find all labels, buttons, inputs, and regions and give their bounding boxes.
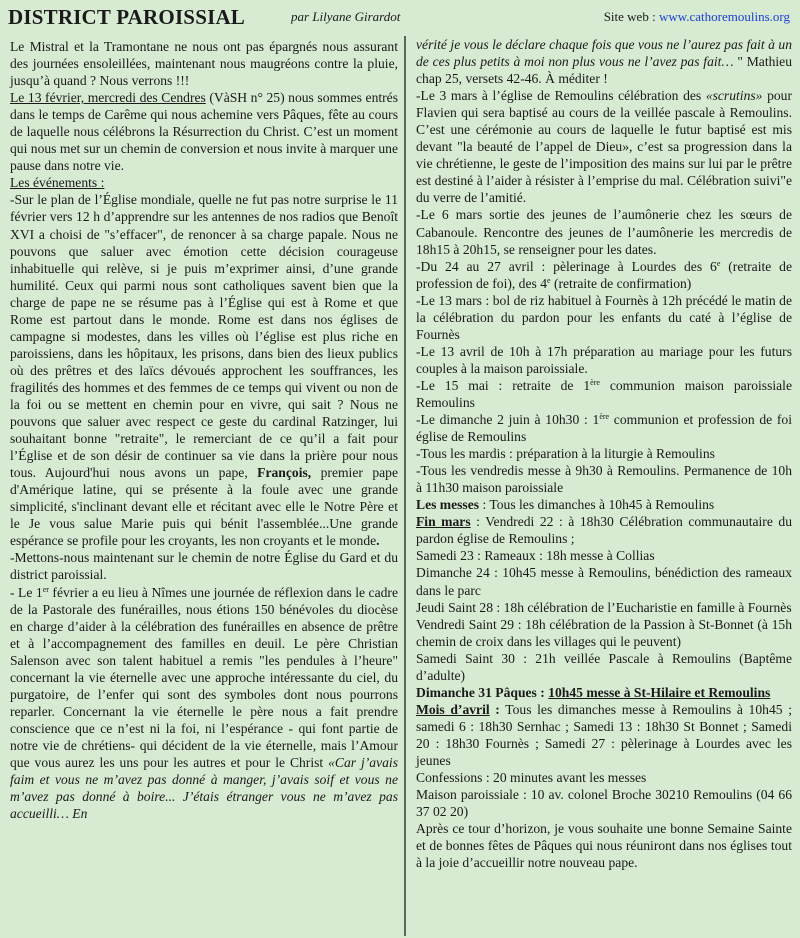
may-retreat-paragraph: -Le 15 mai : retraite de 1ère communion maison paroissiale Remoulins (416, 377, 792, 410)
article-columns (2, 36, 798, 936)
masses-heading: Les messes (416, 497, 480, 513)
website-link[interactable]: www.cathoremoulins.org (658, 9, 790, 24)
end-march-heading: Fin mars (416, 514, 471, 530)
ash-wednesday-heading: Le 13 février, mercredi des Cendres (10, 90, 206, 106)
confessions-line: Confessions : 20 minutes avant les messes (416, 770, 647, 786)
page-header (0, 0, 800, 34)
website-line (604, 9, 790, 25)
saturday-23-line: Samedi 23 : Rameaux : 18h messe à Collias (416, 548, 655, 564)
ash-wednesday-paragraph: Le 13 février, mercredi des Cendres (VàSH n° 25) nous sommes entrés dans le temps de Carême qui nous achemine vers Pâques, fête au cours de laquelle nous célébrons la Résurrection du Christ. C’est un moment qui nous met sur un chemin de conversion et nous invite à marquer une pause dans notre vie. (10, 90, 398, 174)
sunday-24-line: Dimanche 24 : 10h45 messe à Remoulins, bénédiction des rameaux dans le parc (416, 565, 792, 598)
parish-house-line: Maison paroissiale : 10 av. colonel Broche 30210 Remoulins (04 66 37 02 20) (416, 787, 792, 820)
tuesdays-line: -Tous les mardis : préparation à la liturgie à Remoulins (416, 446, 715, 462)
left-column (2, 36, 406, 936)
website-label: Site web : (603, 9, 656, 24)
end-march-line: Fin mars : Vendredi 22 : à 18h30 Célébration communautaire du pardon église de Remoulins ; (416, 514, 792, 547)
april-heading: Mois d’avril (416, 701, 490, 717)
closing-paragraph: Après ce tour d’horizon, je vous souhaite une bonne Semaine Sainte et de bonnes fêtes de Pâques qui nous réuniront dans nos églises tout à la joie d’accueillir notre nouveau pape. (416, 821, 792, 871)
easter-sunday-line: Dimanche 31 Pâques : 10h45 messe à St-Hilaire et Remoulins (416, 684, 771, 700)
author-byline: par Lilyane Girardot (291, 9, 401, 24)
gard-paragraph: -Mettons-nous maintenant sur le chemin de notre Église du Gard et du district paroissial. (10, 550, 398, 583)
funerals-paragraph: - Le 1er février a eu lieu à Nîmes une journée de réflexion dans le cadre de la Pastorale des funérailles, nous étions 150 bénévoles du diocèse en charge d’aider à la célébration des funérailles en absence de prêtre et à l’accompagnement des familles en deuil. Le père Christian Salenson avec son talent habituel a remis "les pendules à l’heure" concernant la vie éternelle avec une approche intéressante du ciel, du purgatoire, de l’enfer qui sont des symboles dont nous pourrons reparler. Concernant la vie éternelle le père nous a fait prendre conscience que ce n’est ni la foi, ni l’espérance - qui font partie de notre vie de chrétiens- qui décident de la vie éternelle, mais l’Amour que vous aurez les uns pour les autres et pour le Christ «Car j’avais faim et vous ne m’avez pas donné à manger, j’avais soif et vous ne m’avez pas donné à boire... J’étais étranger vous ne m’avez pas accueilli… En (10, 584, 398, 822)
pope-name: François, (257, 465, 312, 481)
good-friday-line: Vendredi Saint 29 : 18h célébration de la Passion à St-Bonnet (à 15h chemin de croix dans les villages qui le peuvent) (416, 616, 792, 649)
masses-line: Les messes : Tous les dimanches à 10h45 à Remoulins (416, 497, 715, 513)
pope-paragraph: -Sur le plan de l’Église mondiale, quelle ne fut pas notre surprise le 11 février vers 12 h d’apprendre sur les antennes de nos radios que Benoît XVI a choisi de "s’effacer", de renoncer à sa charge papale. Nous ne pouvons que saluer avec émotion cette décision courageuse inhabituelle qui relève, si je puis m’exprimer ainsi, d’une grande humilité. Ceux qui parmi nous sont catholiques savent bien que la charge de pape ne se résume pas à l’Église qui est à Rome et que Rome est partout dans le monde. Rome est dans nos églises de campagne si modestes, dans les villes où l’église est plus riche en paroissiens, dans les hôpitaux, les prisons, dans bien des lieux publics où des prêtres et des laïcs dévoués approchent les souffrances, les fragilités des hommes et des femmes de ce temps qui vivent ou non de la foi ou se mettent en chemin pour en vivre, qui sait ? Nous ne pouvons que saluer avec respect ce geste du cardinal Ratzinger, lui souhaitant bonne "retraite", le remerciant de ce qu’il a fait pour l’Église et de son désir de continuer sa vie dans la prière pour nous tous. Aujourd'hui nous avons un pape, François, premier pape d'Amérique latine, qui se présente à la foule avec une grande simplicité, s'inclinant devant elle et récitant avec elle le Notre Père et le Je vous salue Marie puis qui bénit l'assemblée...Une grande espérance se profile pour les croyants, les non croyants et le monde. (10, 192, 398, 549)
rice-bowl-paragraph: -Le 13 mars : bol de riz habituel à Fournès à 12h précédé le matin de la célébration du pardon pour les enfants du caté à l’église de Fournès (416, 292, 792, 342)
right-column (406, 36, 798, 936)
section-title: DISTRICT PAROISSIAL (8, 4, 246, 29)
scrutins-paragraph: -Le 3 mars à l’église de Remoulins célébration des «scrutins» pour Flavien qui sera baptisé au cours de la veillée pascale à Remoulins. C’est une cérémonie au cours de laquelle le futur baptisé est mis devant "la beauté de l’appel de Dieu», c’est sa progression dans la vie chrétienne, le geste de l’imposition des mains sur lui par le prêtre est destiné à l’aider à résister à l’emprise du mal. Célébration suivi"e du verre de l’amitié. (416, 88, 792, 206)
fridays-line: -Tous les vendredis messe à 9h30 à Remoulins. Permanence de 10h à 11h30 maison paroissiale (416, 463, 792, 496)
holy-saturday-line: Samedi Saint 30 : 21h veillée Pascale à Remoulins (Baptême d’adulte) (416, 650, 792, 683)
intro-paragraph: Le Mistral et la Tramontane ne nous ont pas épargnés nous assurant des journées ensoleillées, maintenant nous maugréons contre la pluie, jusqu’à quand ? Nous verrons !!! (10, 39, 398, 89)
holy-thursday-line: Jeudi Saint 28 : 18h célébration de l’Eucharistie en famille à Fournès (416, 599, 792, 615)
marriage-prep-paragraph: -Le 13 avril de 10h à 17h préparation au mariage pour les futurs couples à la maison paroissiale. (416, 343, 792, 376)
gospel-quote: «Car j’avais faim et vous ne m’avez pas donné à manger, j’avais soif et vous ne m’avez pas donné à boire... J’étais étranger vous ne m’avez pas accueilli… En (10, 754, 398, 822)
events-heading: Les événements : (10, 175, 105, 191)
lourdes-paragraph: -Du 24 au 27 avril : pèlerinage à Lourdes des 6e (retraite de profession de foi), des 4e (retraite de confirmation) (416, 258, 793, 291)
quote-continuation: vérité je vous le déclare chaque fois que vous ne l’aurez pas fait à un de ces plus petits à moi non plus vous ne l’avez pas fait… " Mathieu chap 25, versets 42-46. À méditer ! (416, 37, 792, 87)
chaplaincy-paragraph: -Le 6 mars sortie des jeunes de l’aumônerie chez les sœurs de Cabanoule. Rencontre des jeunes de l’aumônerie les mercredis de 18h15 à 20h15, se renseigner pour les dates. (416, 207, 792, 257)
june-communion-paragraph: -Le dimanche 2 juin à 10h30 : 1ère communion et profession de foi église de Remoulins (416, 412, 793, 445)
april-line: Mois d’avril : Tous les dimanches messe à Remoulins à 10h45 ; samedi 6 : 18h30 Sernhac ; Samedi 13 : 18h30 St Bonnet ; Samedi 20 : 18h30 Fournès ; Samedi 27 : pèlerinage à Lourdes avec les jeunes (416, 701, 792, 768)
